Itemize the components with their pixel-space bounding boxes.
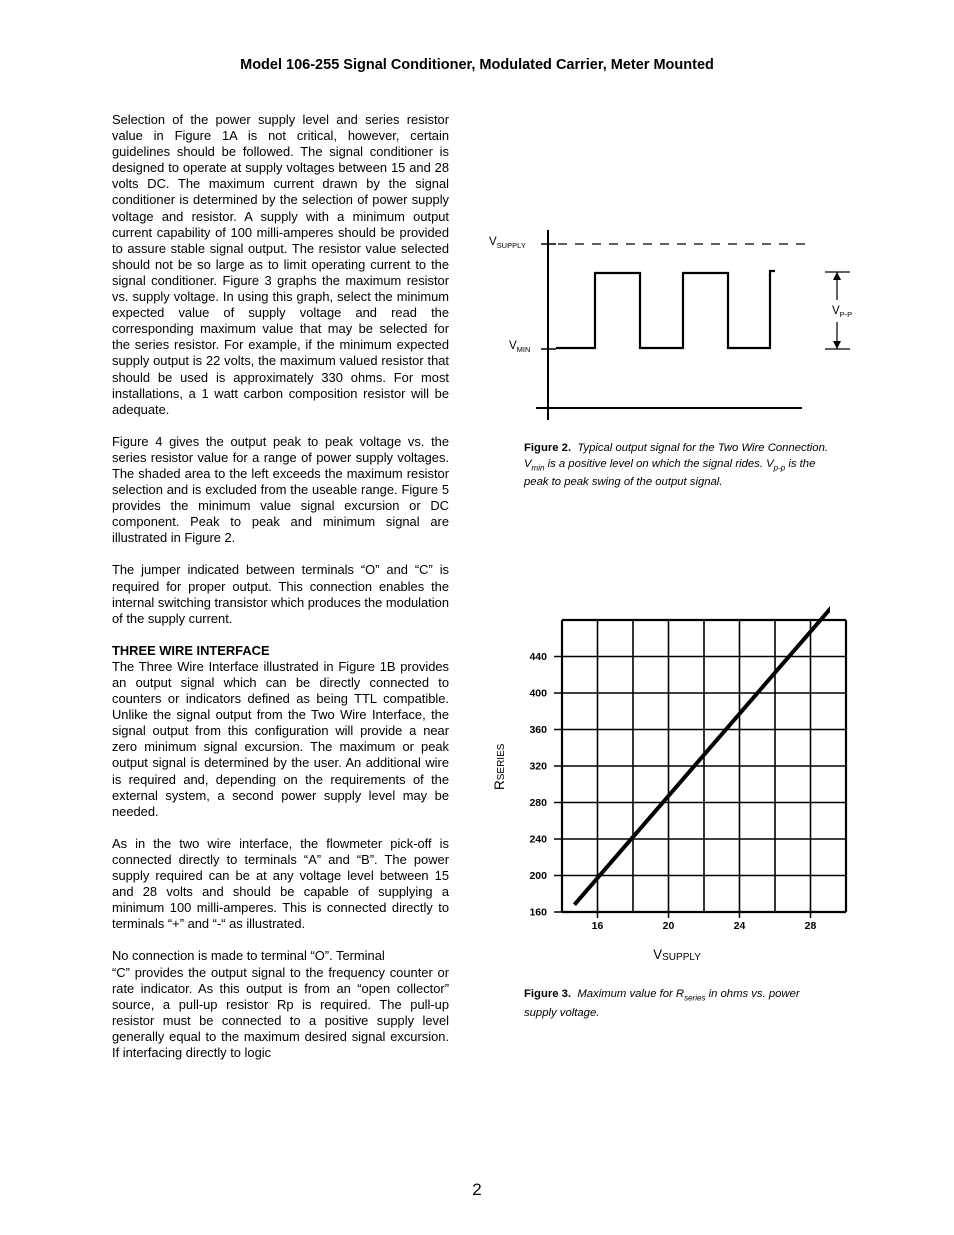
y-tick-label: 280 [529,797,547,809]
y-tick-label: 240 [529,833,547,846]
x-tick-label: 24 [733,920,746,932]
figure-3-caption: Figure 3. Maximum value for $R_{series}$ in ohms vs. power supply voltage. [524,988,800,1019]
y-axis-label: RSERIES [492,743,507,790]
y-tick-label: 400 [529,687,547,700]
figure-3-chart [480,570,880,970]
paragraph: Figure 4 gives the output peak to peak voltage vs. the series resistor value for a range of power supply voltages. The shaded area to the left exceeds the maximum resistor selection and is excluded from the useable range. Figure 5 provides the minimum value signal excursion or DC component. Peak to peak and minimum signal are illustrated in Figure 2. [112,433,449,546]
x-axis-label: VSUPPLY [653,947,701,963]
y-tick-label: 360 [529,724,547,736]
body-column [112,112,449,1061]
vmin-label: $V_{MIN}$ [509,340,531,354]
page-title: Model 106-255 Signal Conditioner, Modulated Carrier, Meter Mounted [240,57,714,73]
page-number: 2 [472,1180,482,1199]
paragraph: No connection is made to terminal “O”. Terminal [112,948,385,964]
y-tick-label: 160 [529,906,547,919]
y-tick-label: 200 [529,870,547,882]
paragraph: As in the two wire interface, the flowmeter pick-off is connected directly to terminals “A” and “B”. The power supply required can be at any voltage level between 15 and 28 volts and should be capable of supplying a minimum 100 milli-amperes. This is connected directly to terminals “+” and “-“ as illustrated. [112,835,449,932]
figure-2-caption: Figure 2. Typical output signal for the Two Wire Connection. $V_{min}$ is a positive level on which the signal rides. $V_{p-p}$ is the peak to peak swing of the output signal. [524,442,829,489]
paragraph: “C” provides the output signal to the frequency counter or rate indicator. As this output is from an “open collector” source, a pull-up resistor Rp is required. The pull-up resistor must be connected to a positive supply level generally equal to the maximum desired signal excursion. If interfacing directly to logic [112,964,449,1060]
x-tick-label: 16 [591,920,604,932]
vpp-label: $V_{P-P}$ [832,305,853,319]
x-tick-label: 20 [662,920,675,932]
paragraph: Selection of the power supply level and series resistor value in Figure 1A is not critical, however, certain guidelines should be followed. The signal conditioner is designed to operate at supply voltages between 15 and 28 volts DC. The maximum current drawn by the signal conditioner is determined by the selection of power supply voltage and resistor. A supply with a minimum output current capability of 100 milli-amperes should be provided to assure stable signal output. The resistor value selected should not be so large as to limit operating current to the signal conditioner. Figure 3 graphs the maximum resistor vs. supply voltage. In using this graph, select the minimum expected value of supply voltage and read the corresponding maximum value that may be selected for the series resistor. For example, if the minimum expected supply output is 22 volts, the maximum valued resistor that should be used is approximately 330 ohms. For most installations, a 1 watt carbon composition resistor will be adequate. [112,112,449,417]
vsupply-label: $V_{SUPPLY}$ [489,236,526,250]
y-tick-label: 320 [529,760,547,773]
figure-2-waveform [480,225,880,425]
paragraph: The Three Wire Interface illustrated in Figure 1B provides an output signal which can be directly connected to counters or indicators defined as being TTL compatible. Unlike the signal output from the Two Wire Interface, the signal output from this configuration will provide a near zero minimum signal excursion. The maximum or peak output signal is determined by the user. An additional wire is required and, depending on the requirements of the external system, a second power supply level may be needed. [112,658,449,819]
x-tick-label: 28 [804,920,817,932]
paragraph: The jumper indicated between terminals “O” and “C” is required for proper output. This connection enables the internal switching transistor which produces the modulation of the supply current. [112,562,449,626]
section-heading: THREE WIRE INTERFACE [112,642,270,658]
y-tick-label: 440 [529,651,547,663]
